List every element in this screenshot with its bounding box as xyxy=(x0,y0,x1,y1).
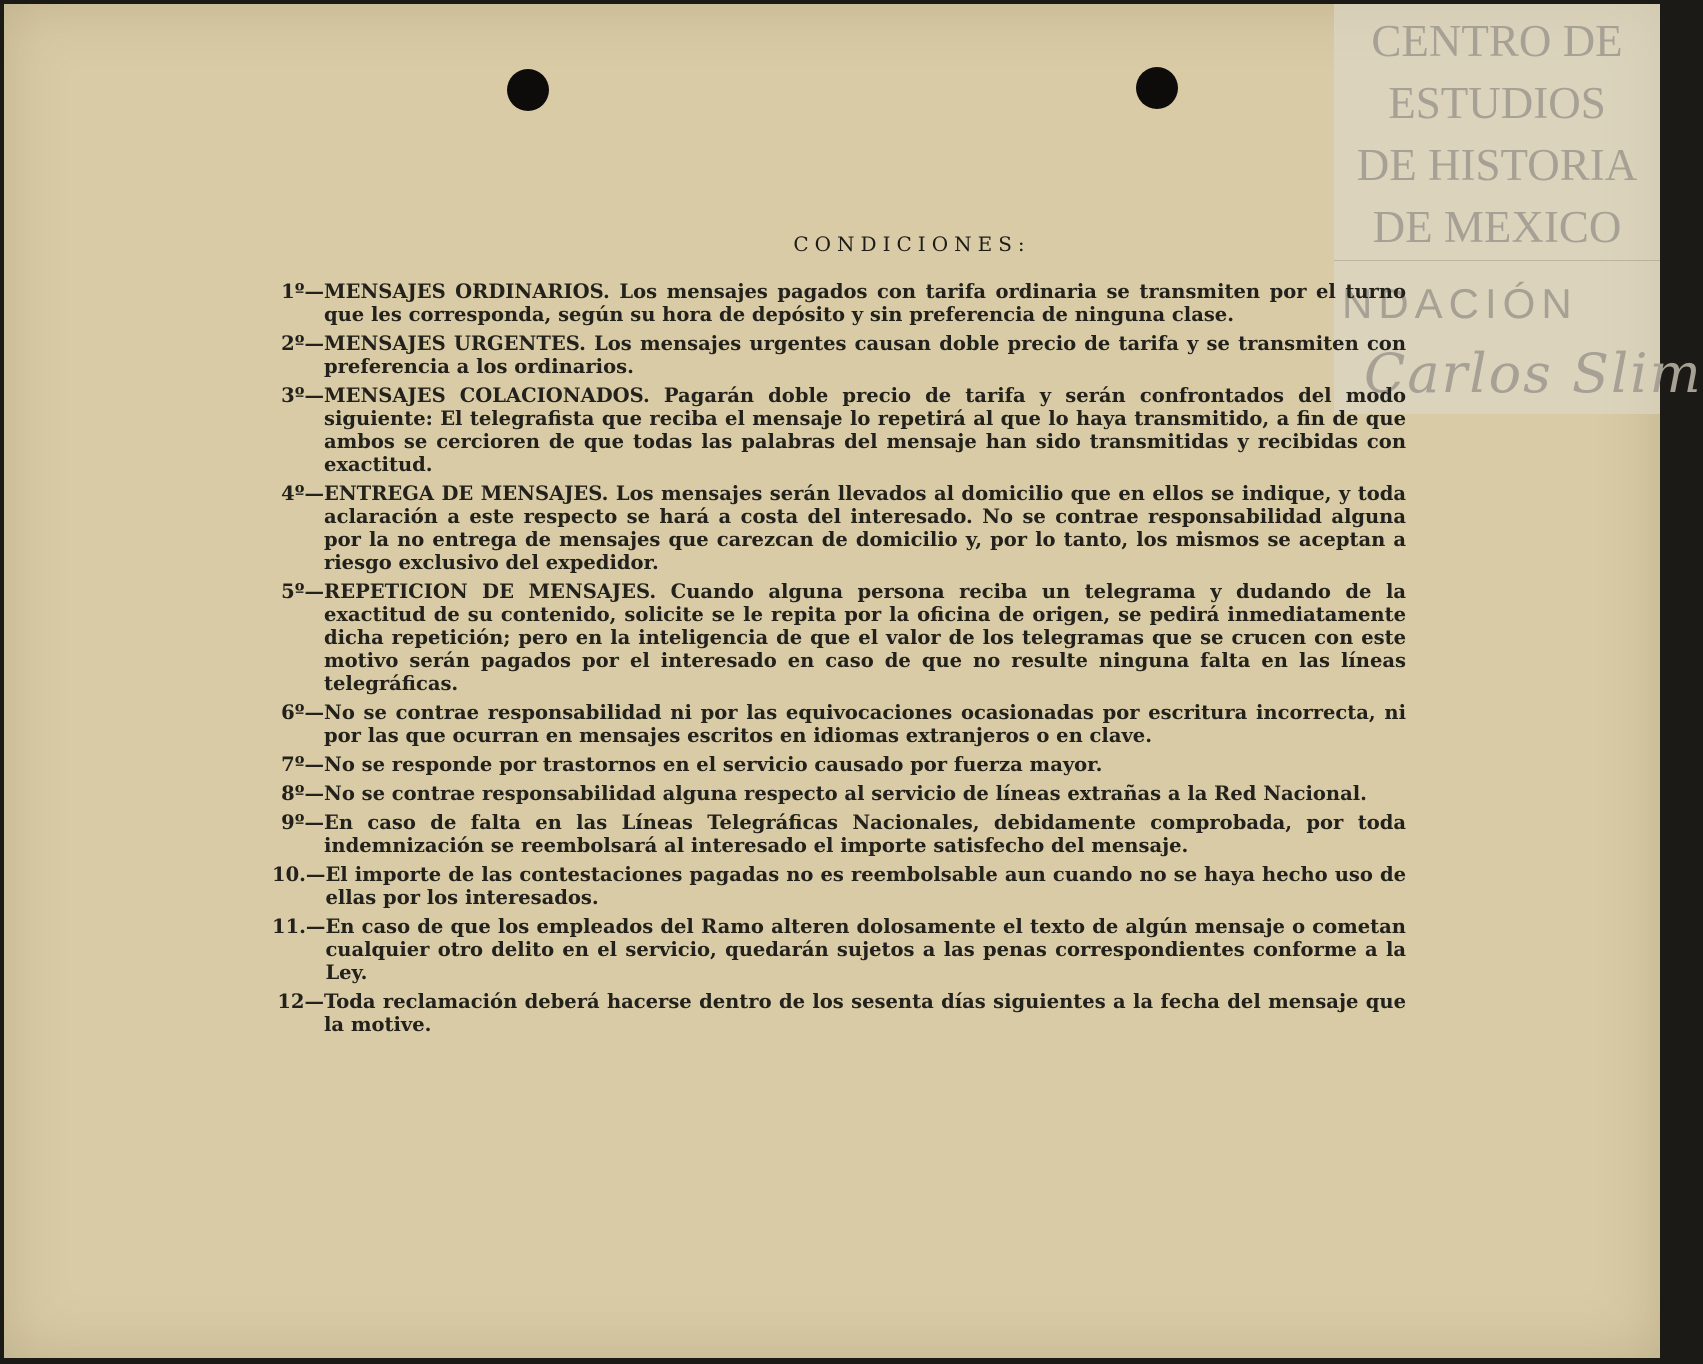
conditions-list xyxy=(272,280,1406,1042)
condition-text: No se contrae responsabilidad alguna respecto al servicio de líneas extrañas a la Red Nacional. xyxy=(324,782,1367,805)
condition-number: 1º— xyxy=(281,280,324,303)
condition-number: 3º— xyxy=(281,384,324,407)
condition-item xyxy=(272,863,1406,909)
page-title: CONDICIONES: xyxy=(793,232,1031,256)
condition-number: 12— xyxy=(277,990,324,1013)
document-sheet xyxy=(4,4,1703,1358)
condition-number: 9º— xyxy=(281,811,324,834)
condition-text: MENSAJES URGENTES. Los mensajes urgentes causan doble precio de tarifa y se transmiten con preferencia a los ordinarios. xyxy=(324,332,1406,378)
condition-number: 8º— xyxy=(281,782,324,805)
watermark-line: CENTRO DE xyxy=(1371,16,1623,66)
condition-item xyxy=(272,915,1406,984)
punch-hole-left xyxy=(507,69,549,111)
condition-text: No se contrae responsabilidad ni por las equivocaciones ocasionadas por escritura incorrecta, ni por las que ocurran en mensajes escritos en idiomas extranjeros o en clave. xyxy=(324,701,1406,747)
condition-number: 5º— xyxy=(281,580,324,603)
condition-item xyxy=(272,482,1406,574)
condition-text: Toda reclamación deberá hacerse dentro de los sesenta días siguientes a la fecha del mensaje que la motive. xyxy=(324,990,1406,1036)
condition-number: 2º— xyxy=(281,332,324,355)
watermark-institution xyxy=(1334,4,1660,261)
watermark-signature: Carlos Slim xyxy=(1364,342,1703,405)
watermark-line: DE MEXICO xyxy=(1372,202,1622,252)
condition-number: 7º— xyxy=(281,753,324,776)
condition-number: 10.— xyxy=(272,863,326,886)
condition-item xyxy=(272,580,1406,695)
condition-text: En caso de que los empleados del Ramo alteren dolosamente el texto de algún mensaje o cometan cualquier otro delito en el servicio, quedarán sujetos a las penas correspondientes conforme a la Ley. xyxy=(325,915,1406,984)
condition-text: ENTREGA DE MENSAJES. Los mensajes serán llevados al domicilio que en ellos se indique, y toda aclaración a este respecto se hará a costa del interesado. No se contrae responsabilidad alguna por la no entrega de mensajes que carezcan de domicilio y, por lo tanto, los mismos se aceptan a riesgo exclusivo del expedidor. xyxy=(324,482,1406,574)
condition-item xyxy=(272,701,1406,747)
condition-item xyxy=(272,811,1406,857)
condition-text: El importe de las contestaciones pagadas no es reembolsable aun cuando no se haya hecho uso de ellas por los interesados. xyxy=(325,863,1406,909)
condition-text: MENSAJES COLACIONADOS. Pagarán doble precio de tarifa y serán confrontados del modo siguiente: El telegrafista que reciba el mensaje lo repetirá al que lo haya transmitido, a fin de que ambos se cercioren de que todas las palabras del mensaje han sido transmitidas y recibidas con exactitud. xyxy=(324,384,1406,476)
condition-number: 11.— xyxy=(272,915,326,938)
watermark-foundation: NDACIÓN xyxy=(1342,280,1578,327)
punch-hole-right xyxy=(1136,67,1178,109)
condition-item xyxy=(272,384,1406,476)
watermark-line: ESTUDIOS xyxy=(1388,78,1606,128)
condition-item xyxy=(272,280,1406,326)
condition-text: REPETICION DE MENSAJES. Cuando alguna persona reciba un telegrama y dudando de la exactitud de su contenido, solicite se le repita por la oficina de origen, se pedirá inmediatamente dicha repetición; pero en la inteligencia de que el valor de los telegramas que se crucen con este motivo serán pagados por el interesado en caso de que no resulte ninguna falta en las líneas telegráficas. xyxy=(324,580,1406,695)
condition-item xyxy=(272,990,1406,1036)
condition-text: En caso de falta en las Líneas Telegráficas Nacionales, debidamente comprobada, por toda indemnización se reembolsará al interesado el importe satisfecho del mensaje. xyxy=(324,811,1406,857)
watermark-line: DE HISTORIA xyxy=(1356,140,1638,190)
condition-item xyxy=(272,782,1406,805)
condition-number: 4º— xyxy=(281,482,324,505)
condition-number: 6º— xyxy=(281,701,324,724)
condition-text: No se responde por trastornos en el servicio causado por fuerza mayor. xyxy=(324,753,1103,776)
condition-item xyxy=(272,753,1406,776)
condition-item xyxy=(272,332,1406,378)
condition-text: MENSAJES ORDINARIOS. Los mensajes pagados con tarifa ordinaria se transmiten por el turno que les corresponda, según su hora de depósito y sin preferencia de ninguna clase. xyxy=(324,280,1406,326)
